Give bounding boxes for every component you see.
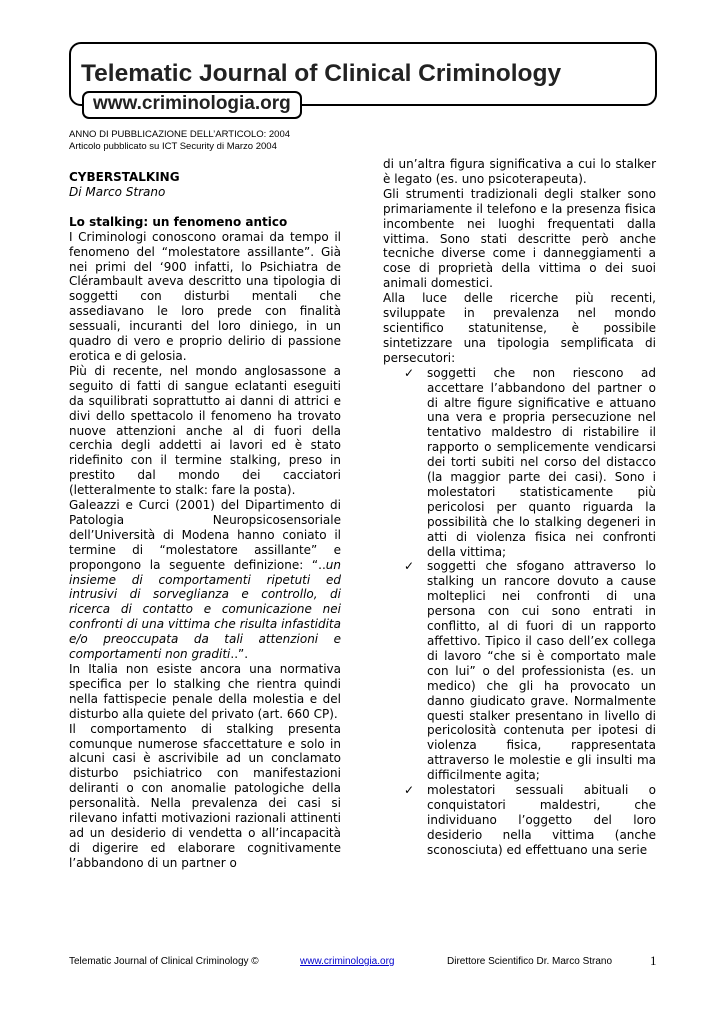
publication-year: ANNO DI PUBBLICAZIONE DELL’ARTICOLO: 2004 xyxy=(69,129,291,140)
page-footer xyxy=(69,955,659,971)
paragraph: di un’altra figura significativa a cui lo stalker è legato (es. uno psicoterapeuta). xyxy=(383,157,656,186)
definition-quote: un insieme di comportamenti ripetuti ed intrusivi di sorveglianza e controllo, di ricerca di contatto e comunicazione nei confronti di una vittima che risulta infastidita e/o preoccupata da tali attenzioni e comportamenti non graditi xyxy=(69,557,341,662)
paragraph-text: Galeazzi e Curci (2001) del Dipartimento di Patologia Neuropsicosensoriale dell’Università di Modena hanno coniato il termine di “molestatore assillante” e propongono la seguente definizione: “.. xyxy=(69,498,341,572)
list-item-text: molestatori sessuali abituali o conquistatori maldestri, che individuano l’oggetto del loro desiderio nella vittima (anche sconosciuta) ed effettuano una serie xyxy=(427,783,656,857)
publication-source: Articolo pubblicato su ICT Security di Marzo 2004 xyxy=(69,141,277,152)
footer-website-link[interactable]: www.criminologia.org xyxy=(300,956,395,967)
section-heading: Lo stalking: un fenomeno antico xyxy=(69,214,288,229)
checkmark-icon: ✓ xyxy=(404,365,415,380)
journal-title: Telematic Journal of Clinical Criminology xyxy=(81,60,562,87)
footer-journal-name: Telematic Journal of Clinical Criminology © xyxy=(69,956,259,967)
checkmark-icon: ✓ xyxy=(404,559,415,574)
paragraph-text: ..”. xyxy=(230,647,249,662)
list-item xyxy=(383,559,656,783)
paragraph: Più di recente, nel mondo anglosassone a seguito di fatti di sangue eclatanti eseguiti da squilibrati soprattutto ai danni di attrici e divi dello spettacolo il fenomeno ha trovato nuove attenzioni anche al di fuori della cerchia degli addetti ai lavori ed è stato ridefinito con il termine stalking, preso in prestito dal mondo dei cacciatori (letteralmente to stalk: fare la posta). xyxy=(69,363,341,498)
paragraph: In Italia non esiste ancora una normativa specifica per lo stalking che rientra quindi nella fattispecie penale della molestia e del disturbo alla quiete del privato (art. 660 CP). xyxy=(69,662,341,721)
list-item xyxy=(383,366,656,560)
journal-masthead xyxy=(69,42,657,114)
article-byline: Di Marco Strano xyxy=(69,184,166,199)
checkmark-icon: ✓ xyxy=(404,783,415,798)
paragraph: Alla luce delle ricerche più recenti, sviluppate in prevalenza nel mondo scientifico statunitense, è possibile sintetizzare una tipologia semplificata di persecutori: xyxy=(383,291,656,365)
paragraph: Gli strumenti tradizionali degli stalker sono primariamente il telefono e la presenza fisica incombente nei luoghi frequentati dalla vittima. Sono stati descritte però anche tecniche diverse come i danneggiamenti a cose di proprietà della vittima o dei suoi animali domestici. xyxy=(383,186,656,291)
paragraph: I Criminologi conoscono oramai da tempo il fenomeno del “molestatore assillante”. Già nei primi del ‘900 infatti, lo Psichiatra de Clérambault aveva descritto una tipologia di soggetti con disturbi mentali che assediavano le loro prede con finalità sessuali, incuranti del loro diniego, in un quadro di vero e proprio delirio di passione erotica e di gelosia. xyxy=(69,229,341,363)
article-kicker: CYBERSTALKING xyxy=(69,170,180,184)
publication-meta xyxy=(69,129,359,153)
list-item xyxy=(383,783,656,858)
right-column xyxy=(383,157,656,858)
footer-director: Direttore Scientifico Dr. Marco Strano xyxy=(447,956,613,967)
page-number: 1 xyxy=(650,953,657,968)
list-item-text: soggetti che non riescono ad accettare l’abbandono del partner o di altre figure significative e attuano una vera e propria persecuzione nel tentativo maldestro di ristabilire il rapporto o semplicemente vendicarsi dei torti subiti nel corso del distacco (la maggior parte dei casi). Sono i molestatori statisticamente più pericolosi per quanto riguarda la possibilità che lo stalking degeneri in atti di violenza fisica nei confronti della vittima; xyxy=(427,365,656,559)
left-column xyxy=(69,170,341,871)
paragraph: Il comportamento di stalking presenta comunque numerose sfaccettature e solo in alcuni casi è ascrivibile ad un conclamato disturbo psichiatrico con manifestazioni deliranti o con anomalie patologiche della personalità. Nella prevalenza dei casi si rilevano infatti motivazioni razionali attinenti ad un desiderio di vendetta o all’incapacità di digerire ed elaborare cognitivamente l’abbandono di un partner o xyxy=(69,721,341,870)
paragraph-definition xyxy=(69,498,341,662)
journal-url-badge: www.criminologia.org xyxy=(82,91,302,119)
list-item-text: soggetti che sfogano attraverso lo stalking un rancore dovuto a cause molteplici nei confronti di una persona con cui sono entrati in conflitto, al di fuori di un rapporto affettivo. Tipico il caso dell’ex collega di lavoro “che si è comportato male con lui” o del professionista (es. un medico) che gli ha provocato un danno giudicato grave. Normalmente questi stalker presentano in livello di pericolosità contenuta per ipotesi di violenza fisica, rappresentata attraverso le molestie e gli insulti ma difficilmente agita; xyxy=(427,559,656,783)
